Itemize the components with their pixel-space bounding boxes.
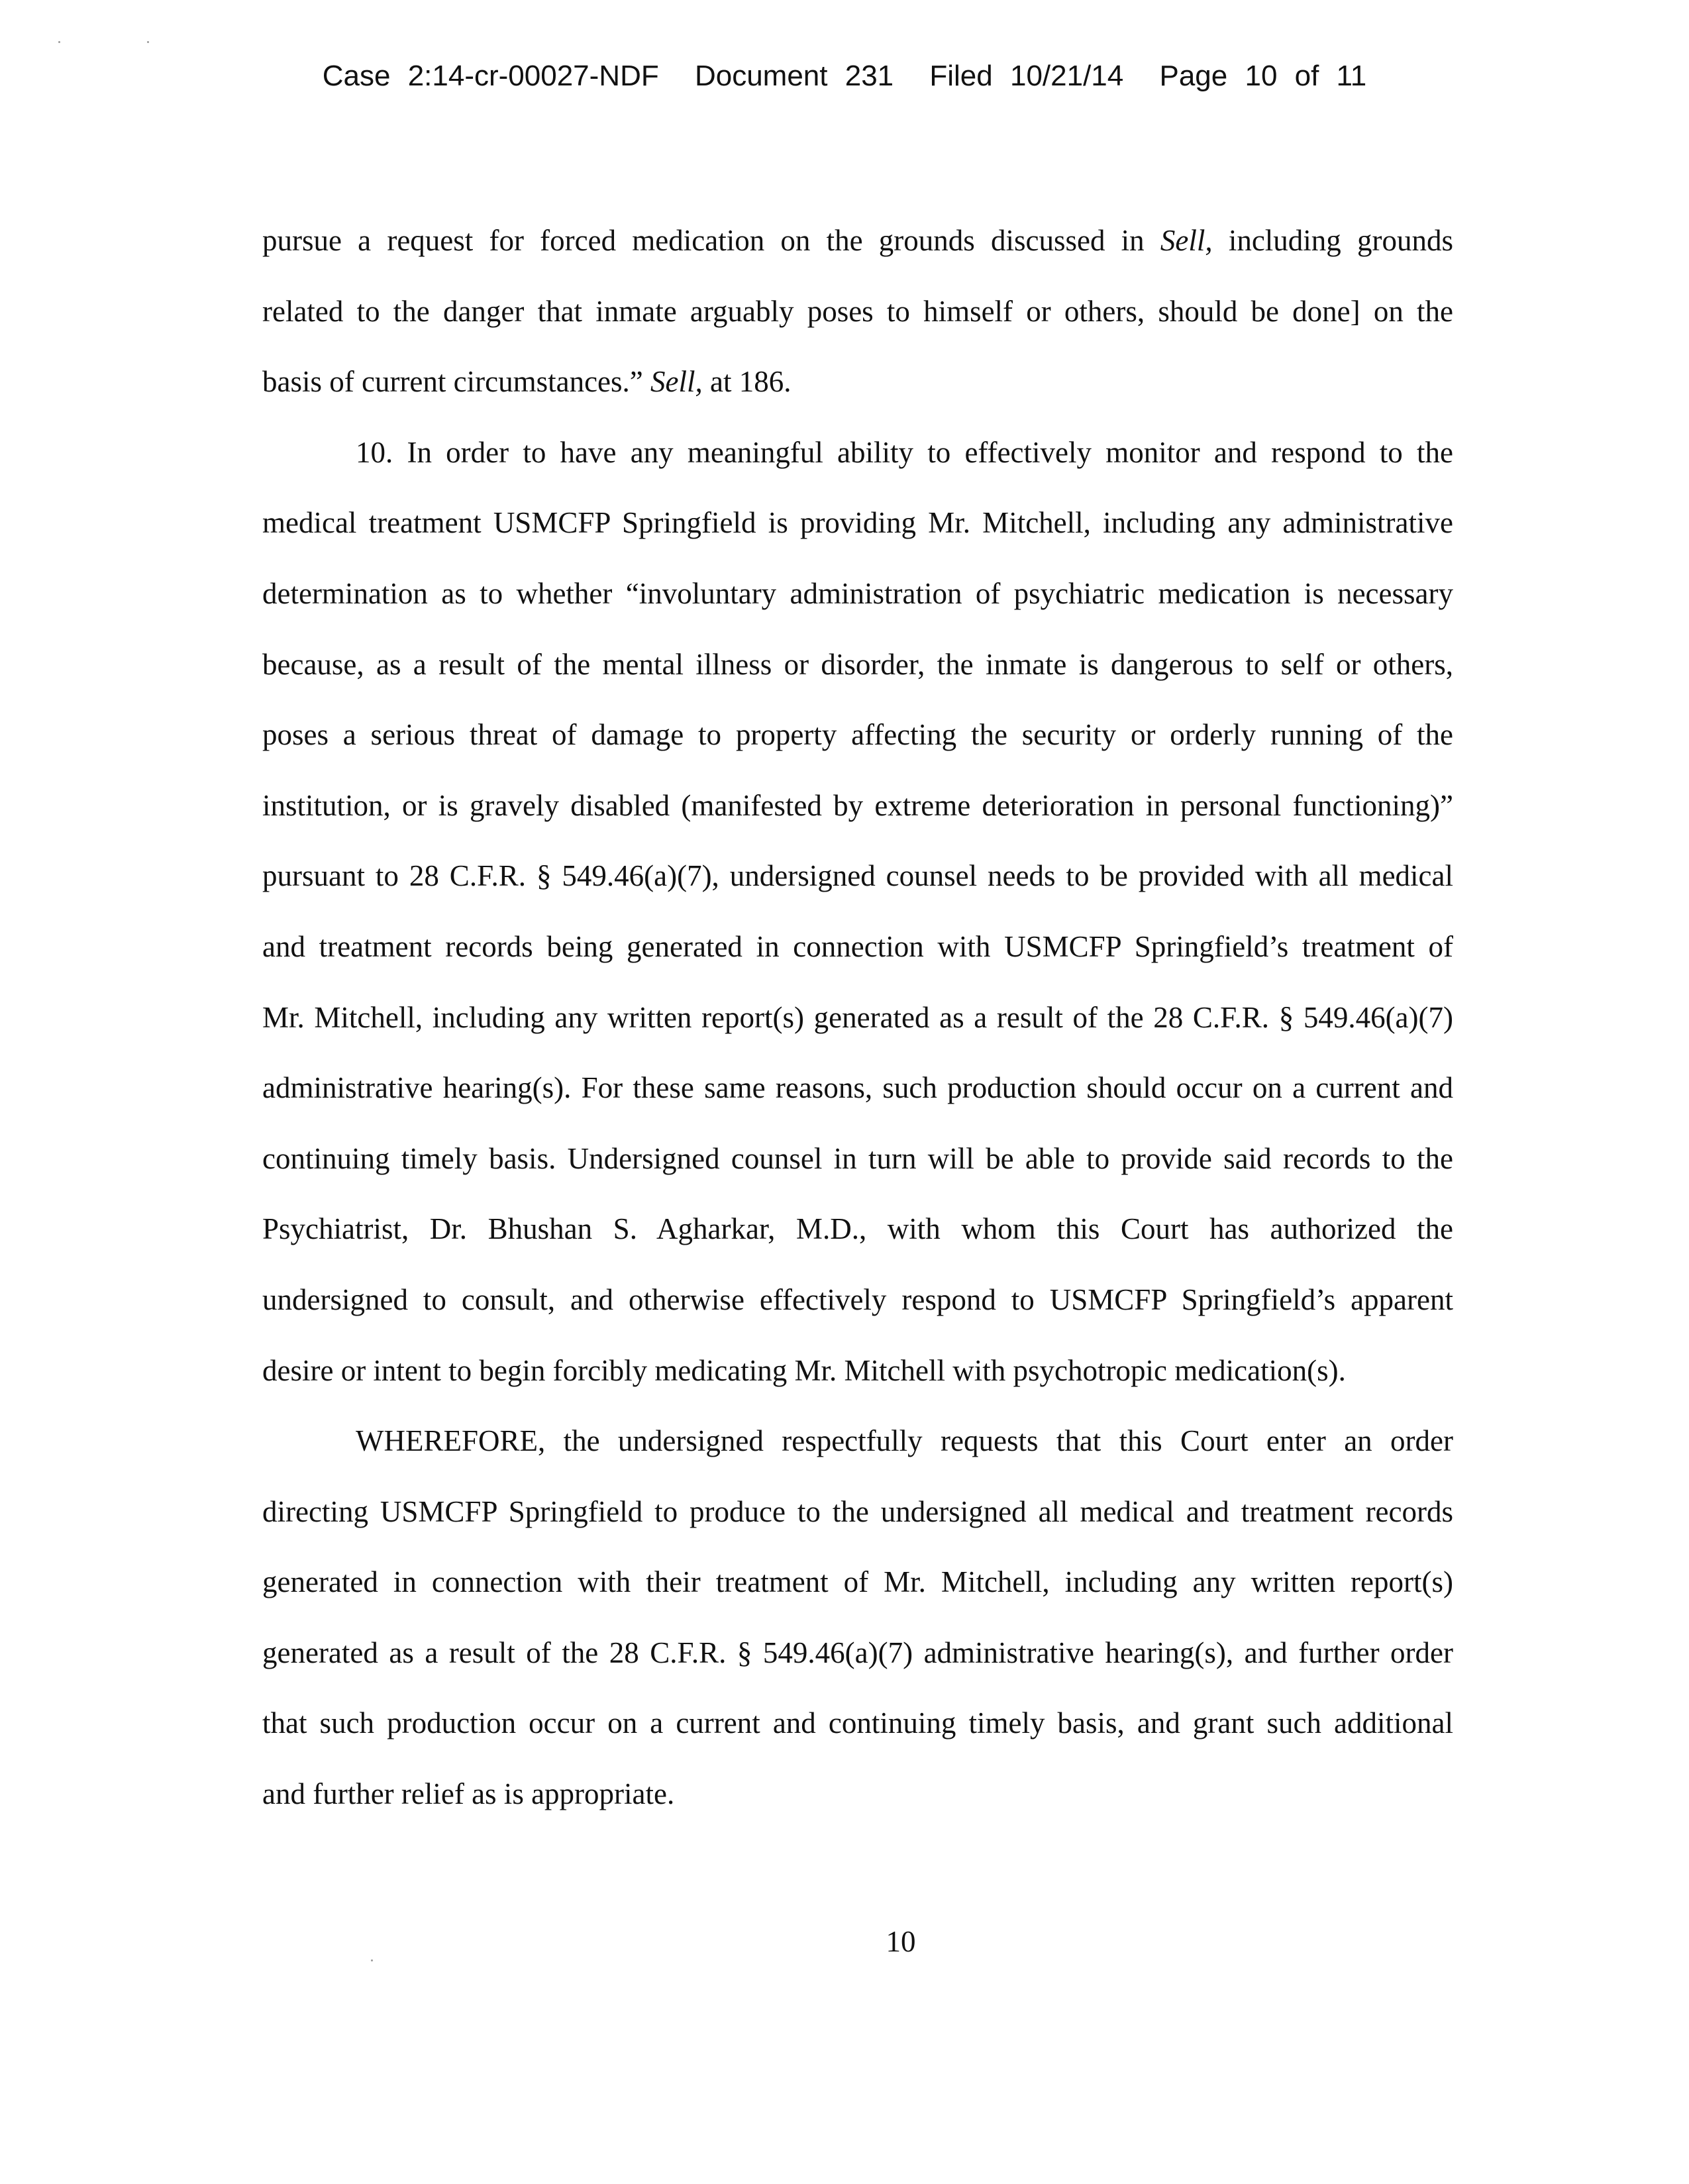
text-line (262, 1053, 1453, 1123)
scan-speck (58, 41, 60, 43)
text-run: related to the danger that inmate arguably poses to himself or others, should be done] on the (262, 294, 1453, 328)
text-line (262, 1406, 1453, 1477)
text-line (262, 770, 1453, 841)
text-line (262, 1618, 1453, 1689)
text-run: pursuant to 28 C.F.R. § 549.46(a)(7), undersigned counsel needs to be provided with all medical (262, 859, 1453, 893)
text-run: 10. In order to have any meaningful ability to effectively monitor and respond to the (356, 435, 1453, 469)
case-citation: Sell, (650, 365, 703, 399)
text-line (262, 558, 1453, 629)
text-run: and further relief as is appropriate. (262, 1777, 675, 1811)
text-run: medical treatment USMCFP Springfield is providing Mr. Mitchell, including any administrative (262, 506, 1453, 540)
text-run: generated as a result of the 28 C.F.R. § 549.46(a)(7) administrative hearing(s), and further order (262, 1636, 1453, 1669)
case-number: Case 2:14-cr-00027-NDF (322, 60, 659, 92)
text-line (262, 488, 1453, 558)
text-line (262, 346, 1453, 417)
text-run: basis of current circumstances.” (262, 365, 651, 399)
scan-speck (371, 1959, 373, 1961)
text-line (262, 1688, 1453, 1759)
text-line (262, 1194, 1453, 1265)
text-run: Psychiatrist, Dr. Bhushan S. Agharkar, M.D., with whom this Court has authorized the (262, 1212, 1453, 1246)
text-run: and treatment records being generated in connection with USMCFP Springfield’s treatment of (262, 929, 1453, 963)
text-line (262, 205, 1453, 276)
paragraph-wherefore (262, 1406, 1453, 1830)
case-header (0, 60, 1689, 93)
text-run: directing USMCFP Springfield to produce to the undersigned all medical and treatment records (262, 1494, 1453, 1528)
text-run: institution, or is gravely disabled (manifested by extreme deterioration in personal functioning)” (262, 788, 1453, 822)
text-line (262, 841, 1453, 911)
text-run: WHEREFORE, the undersigned respectfully requests that this Court enter an order (356, 1424, 1453, 1458)
text-run: including grounds (1212, 224, 1454, 257)
case-citation: Sell, (1160, 224, 1213, 257)
text-run: because, as a result of the mental illness or disorder, the inmate is dangerous to self or others, (262, 647, 1453, 681)
text-line (262, 1123, 1453, 1194)
page-number: 10 (886, 1925, 916, 1958)
text-line (262, 1265, 1453, 1335)
text-line (262, 911, 1453, 982)
text-run: continuing timely basis. Undersigned counsel in turn will be able to provide said records to the (262, 1141, 1453, 1175)
text-line (262, 1335, 1453, 1406)
text-line (262, 1759, 1453, 1830)
page-indicator: Page 10 of 11 (1159, 60, 1367, 92)
text-run: administrative hearing(s). For these same reasons, such production should occur on a current and (262, 1071, 1453, 1105)
filed-date: Filed 10/21/14 (929, 60, 1124, 92)
text-line (262, 700, 1453, 770)
text-line (262, 1547, 1453, 1618)
text-line (262, 276, 1453, 347)
text-line (262, 629, 1453, 700)
text-run: Mr. Mitchell, including any written report(s) generated as a result of the 28 C.F.R. § 549.46(a)(7) (262, 1000, 1453, 1034)
text-run: determination as to whether “involuntary administration of psychiatric medication is necessary (262, 576, 1453, 610)
document-body (262, 205, 1453, 1830)
text-line (262, 417, 1453, 488)
text-run: desire or intent to begin forcibly medicating Mr. Mitchell with psychotropic medication(s). (262, 1353, 1346, 1387)
text-run: pursue a request for forced medication on the grounds discussed in (262, 224, 1160, 257)
text-run: poses a serious threat of damage to property affecting the security or orderly running of the (262, 718, 1453, 752)
text-line (262, 1477, 1453, 1547)
text-run: undersigned to consult, and otherwise effectively respond to USMCFP Springfield’s apparent (262, 1282, 1453, 1316)
paragraph-continuation (262, 205, 1453, 417)
text-run: generated in connection with their treatment of Mr. Mitchell, including any written report(s) (262, 1565, 1453, 1599)
paragraph-paragraph-10 (262, 417, 1453, 1406)
text-run: that such production occur on a current and continuing timely basis, and grant such additional (262, 1706, 1453, 1740)
document-number: Document 231 (694, 60, 894, 92)
text-line (262, 982, 1453, 1053)
scan-speck (147, 41, 149, 43)
text-run: at 186. (702, 365, 792, 399)
